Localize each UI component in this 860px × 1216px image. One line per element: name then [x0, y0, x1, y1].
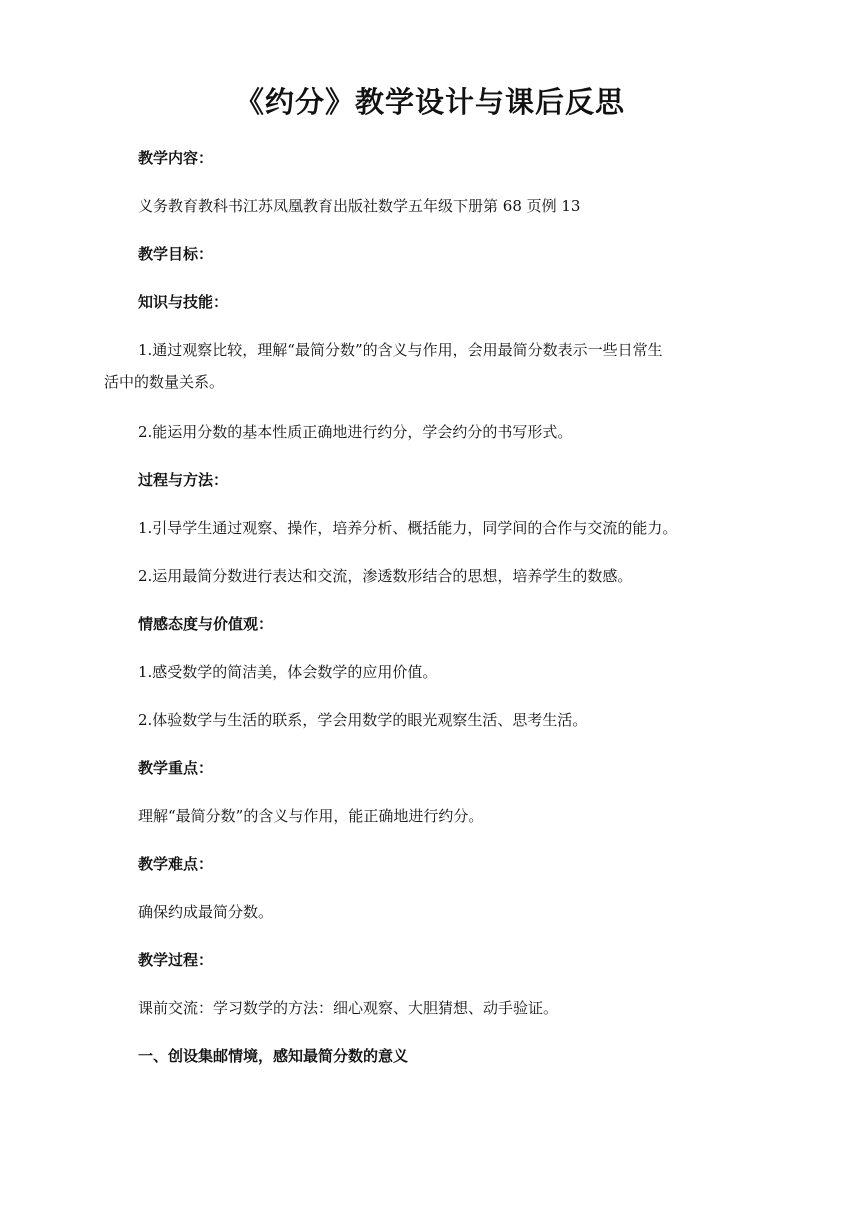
process-item-2: 2.运用最简分数进行表达和交流，渗透数形结合的思想，培养学生的数感。	[138, 567, 633, 585]
knowledge-item-1-line-2: 活中的数量关系。	[104, 373, 225, 391]
key-point-heading: 教学重点：	[138, 759, 214, 777]
emotion-item-1: 1.感受数学的简洁美，体会数学的应用价值。	[138, 663, 438, 681]
knowledge-item-1-line-1: 1.通过观察比较，理解“最简分数”的含义与作用，会用最简分数表示一些日常生	[138, 341, 663, 359]
process-item-1: 1.引导学生通过观察、操作，培养分析、概括能力，同学间的合作与交流的能力。	[138, 519, 678, 537]
procedure-heading: 教学过程：	[138, 951, 214, 969]
knowledge-item-2: 2.能运用分数的基本性质正确地进行约分，学会约分的书写形式。	[138, 423, 573, 441]
process-heading: 过程与方法：	[138, 471, 229, 489]
key-point-text: 理解“最简分数”的含义与作用，能正确地进行约分。	[138, 807, 484, 825]
section-1-heading: 一、创设集邮情境，感知最简分数的意义	[138, 1047, 409, 1065]
goals-heading: 教学目标：	[138, 245, 214, 263]
procedure-intro: 课前交流：学习数学的方法：细心观察、大胆猜想、动手验证。	[138, 999, 559, 1017]
content-heading: 教学内容：	[138, 149, 214, 167]
document-title: 《约分》教学设计与课后反思	[234, 85, 625, 119]
emotion-heading: 情感态度与价值观：	[138, 615, 274, 633]
difficulty-heading: 教学难点：	[138, 855, 214, 873]
knowledge-heading: 知识与技能：	[138, 293, 229, 311]
difficulty-text: 确保约成最简分数。	[138, 903, 274, 921]
content-text: 义务教育教科书江苏凤凰教育出版社数学五年级下册第 68 页例 13	[138, 197, 581, 215]
emotion-item-2: 2.体验数学与生活的联系，学会用数学的眼光观察生活、思考生活。	[138, 711, 588, 729]
